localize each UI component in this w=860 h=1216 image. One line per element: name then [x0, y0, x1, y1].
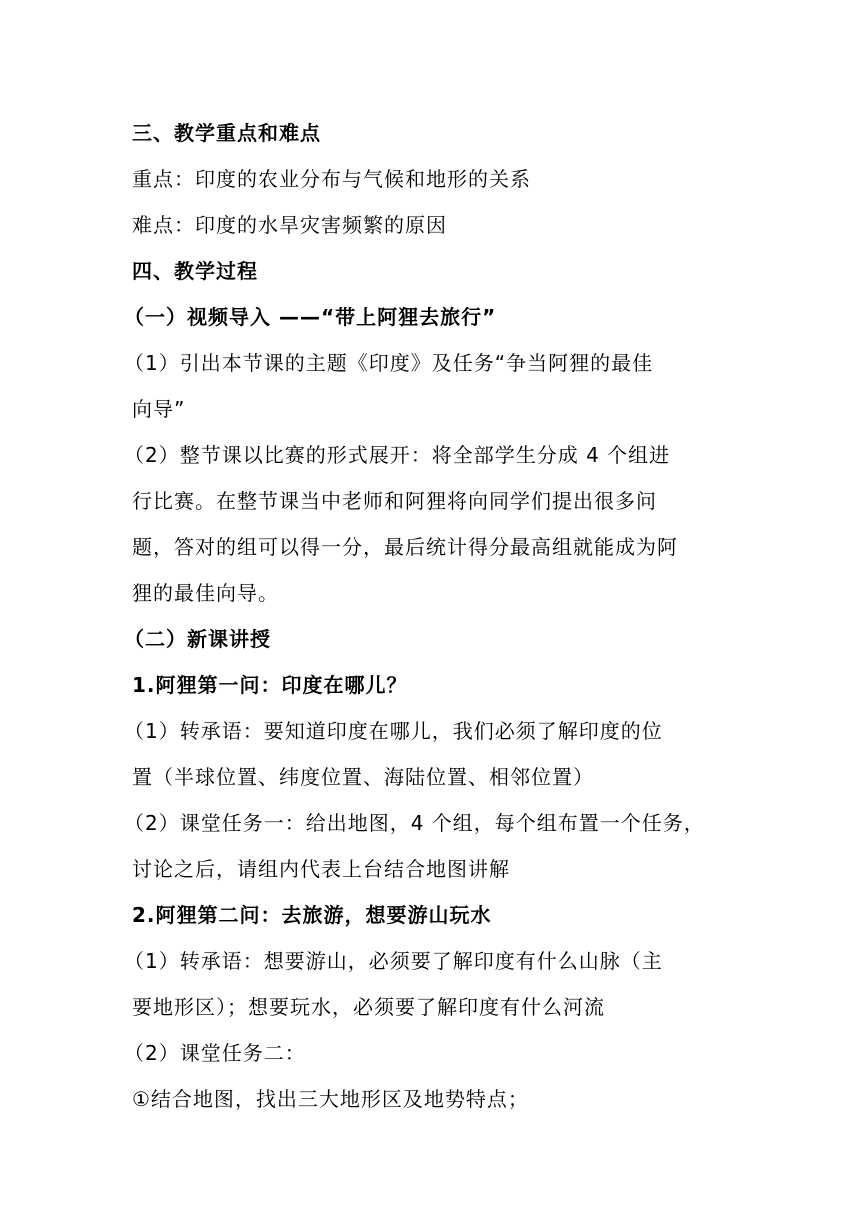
section-heading-teaching-process: 四、教学过程 [132, 259, 258, 283]
paragraph-key-point: 重点：印度的农业分布与气候和地形的关系 [132, 167, 531, 191]
subsection-heading-video-intro: （一）视频导入 ——“带上阿狸去旅行” [124, 305, 497, 329]
paragraph-line: 题，答对的组可以得一分，最后统计得分最高组就能成为阿 [132, 535, 678, 559]
paragraph-line: 讨论之后，请组内代表上台结合地图讲解 [132, 857, 510, 881]
paragraph-line: 狸的最佳向导。 [132, 581, 279, 605]
paragraph-line: （2）整节课以比赛的形式展开：将全部学生分成 4 个组进 [124, 443, 671, 467]
paragraph-difficult-point: 难点：印度的水旱灾害频繁的原因 [132, 213, 447, 237]
paragraph-line: （1）转承语：要知道印度在哪儿，我们必须了解印度的位 [124, 719, 663, 743]
paragraph-line: （2）课堂任务一：给出地图，4 个组，每个组布置一个任务， [124, 811, 705, 835]
paragraph-line: 行比赛。在整节课当中老师和阿狸将向同学们提出很多问 [132, 489, 657, 513]
question-heading-1: 1.阿狸第一问：印度在哪儿？ [132, 673, 408, 697]
paragraph-line: 向导” [132, 397, 186, 421]
paragraph-line: ①结合地图，找出三大地形区及地势特点； [132, 1087, 529, 1111]
question-heading-2: 2.阿狸第二问：去旅游，想要游山玩水 [132, 903, 492, 927]
section-heading-key-points: 三、教学重点和难点 [132, 121, 321, 145]
paragraph-line: （1）转承语：想要游山，必须要了解印度有什么山脉（主 [124, 949, 663, 973]
subsection-heading-new-lesson: （二）新课讲授 [124, 627, 271, 651]
paragraph-line: 要地形区）；想要玩水，必须要了解印度有什么河流 [132, 995, 605, 1019]
paragraph-line: （1）引出本节课的主题《印度》及任务“争当阿狸的最佳 [124, 351, 654, 375]
paragraph-line: 置（半球位置、纬度位置、海陆位置、相邻位置） [132, 765, 594, 789]
paragraph-line: （2）课堂任务二： [124, 1041, 306, 1065]
